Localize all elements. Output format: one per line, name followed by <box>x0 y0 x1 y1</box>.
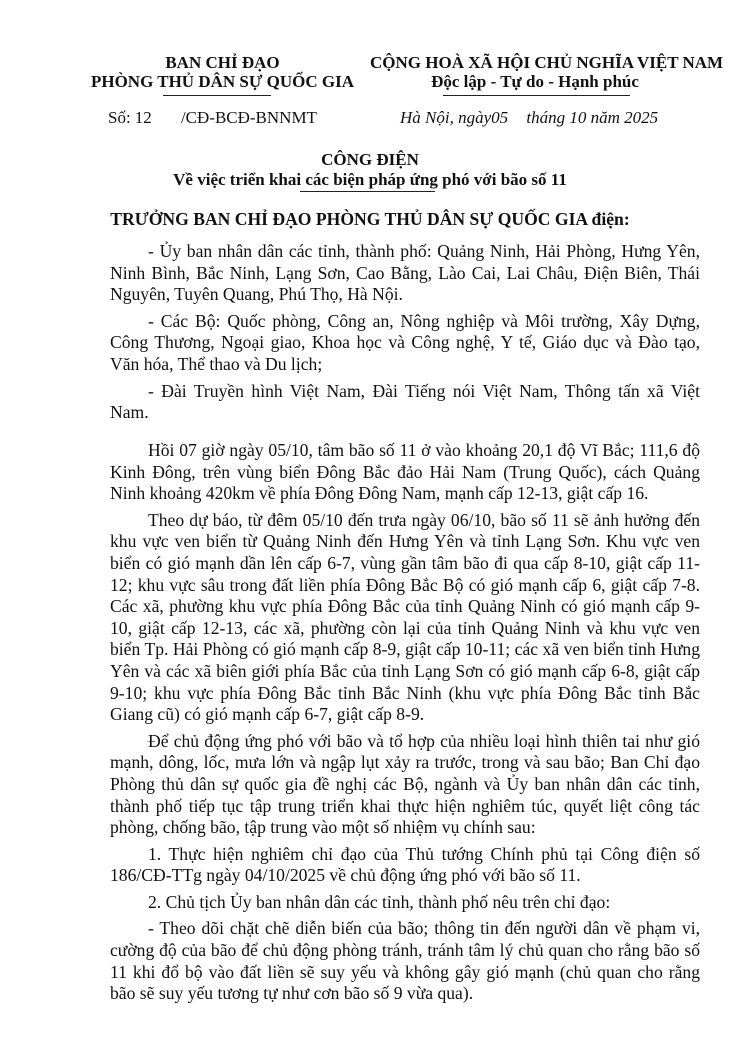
document-subtitle: Về việc triển khai các biện pháp ứng phó với bão số 11 <box>173 170 567 189</box>
document-number-value: 12 <box>134 108 152 127</box>
document-number-code: /CĐ-BCĐ-BNNMT <box>180 108 317 127</box>
recipient-item: - Đài Truyền hình Việt Nam, Đài Tiếng nói Việt Nam, Thông tấn xã Việt Nam. <box>110 380 700 423</box>
body-paragraph: Theo dự báo, từ đêm 05/10 đến trưa ngày 06/10, bão số 11 sẽ ảnh hưởng đến khu vực ven biển từ Quảng Ninh đến Hưng Yên và tỉnh Lạng Sơn. Khu vực ven biển có gió mạnh dần lên cấp 6-7, vùng gần tâm bão đi qua cấp 8-10, giật cấp 11-12; khu vực sâu trong đất liền phía Đông Bắc Bộ có gió mạnh cấp 6, giật cấp 7-8. Các xã, phường khu vực phía Đông Bắc của tỉnh Quảng Ninh có gió mạnh cấp 9-10, giật cấp 12-13, các xã, phường còn lại của tỉnh Quảng Ninh và khu vực ven biển Tp. Hải Phòng có gió mạnh cấp 8-9, giật cấp 10-11; các xã ven biển tỉnh Hưng Yên và các xã biên giới phía Bắc của tỉnh Lạng Sơn có gió mạnh cấp 6-8, giật cấp 9-10; khu vực phía Đông Bắc tỉnh Bắc Ninh (khu vực phía Đông Bắc tỉnh Bắc Giang cũ) có gió mạnh cấp 6-7, giật cấp 8-9. <box>110 509 700 725</box>
issuer-name-line1: BAN CHỈ ĐẠO <box>165 53 280 72</box>
document-number <box>108 108 317 128</box>
body-paragraph: - Theo dõi chặt chẽ diễn biến của bão; thông tin đến người dân về phạm vi, cường độ của bão để chủ động phòng tránh, tránh tâm lý chủ quan cho rằng bão số 11 khi đổ bộ vào đất liền sẽ suy yếu và không gây gió mạnh (chủ quan cho rằng bão sẽ suy yếu tương tự như cơn bão số 9 vừa qua). <box>110 918 700 1004</box>
document-body <box>110 440 700 1005</box>
place-date-suffix: tháng 10 năm 2025 <box>526 108 659 127</box>
issuer-name-line2: PHÒNG THỦ DÂN SỰ QUỐC GIA <box>90 72 355 91</box>
national-title: CỘNG HOÀ XÃ HỘI CHỦ NGHĨA VIỆT NAM <box>370 53 724 72</box>
place-date-prefix: Hà Nội, ngày05 <box>400 108 509 127</box>
body-paragraph: Để chủ động ứng phó với bão và tổ hợp của nhiều loại hình thiên tai như gió mạnh, dông, lốc, mưa lớn và ngập lụt xảy ra trước, trong và sau bão; Ban Chỉ đạo Phòng thủ dân sự quốc gia đề nghị các Bộ, ngành và Ủy ban nhân dân các tỉnh, thành phố tiếp tục tập trung triển khai thực hiện nghiêm túc, quyết liệt công tác phòng, chống bão, tập trung vào một số nhiệm vụ chính sau: <box>110 730 700 838</box>
body-paragraph: 2. Chủ tịch Ủy ban nhân dân các tỉnh, thành phố nêu trên chỉ đạo: <box>148 891 611 912</box>
issuer-underline <box>163 95 271 96</box>
place-date <box>400 108 658 128</box>
motto-underline <box>443 95 630 96</box>
recipients-list <box>110 241 700 424</box>
sender-heading: TRƯỞNG BAN CHỈ ĐẠO PHÒNG THỦ DÂN SỰ QUỐC GIA điện: <box>110 209 630 229</box>
subtitle-underline <box>300 191 435 192</box>
recipient-item: - Ủy ban nhân dân các tỉnh, thành phố: Quảng Ninh, Hải Phòng, Hưng Yên, Ninh Bình, Bắc Ninh, Lạng Sơn, Cao Bằng, Lào Cai, Lai Châu, Điện Biên, Thái Nguyên, Tuyên Quang, Phú Thọ, Hà Nội. <box>110 241 700 305</box>
document-number-label: Số: <box>108 108 131 127</box>
national-motto: Độc lập - Tự do - Hạnh phúc <box>431 72 639 91</box>
body-paragraph: Hồi 07 giờ ngày 05/10, tâm bão số 11 ở vào khoảng 20,1 độ Vĩ Bắc; 111,6 độ Kinh Đông, trên vùng biển Đông Bắc đảo Hải Nam (Trung Quốc), cách Quảng Ninh khoảng 420km về phía Đông Đông Nam, mạnh cấp 12-13, giật cấp 16. <box>110 440 700 504</box>
body-paragraph: 1. Thực hiện nghiêm chỉ đạo của Thủ tướng Chính phủ tại Công điện số 186/CĐ-TTg ngày 04/10/2025 về chủ động ứng phó với bão số 11. <box>110 843 700 886</box>
recipient-item: - Các Bộ: Quốc phòng, Công an, Nông nghiệp và Môi trường, Xây Dựng, Công Thương, Ngoại giao, Khoa học và Công nghệ, Y tế, Giáo dục và Đào tạo, Văn hóa, Thể thao và Du lịch; <box>110 310 700 374</box>
document-type-title: CÔNG ĐIỆN <box>321 150 419 169</box>
